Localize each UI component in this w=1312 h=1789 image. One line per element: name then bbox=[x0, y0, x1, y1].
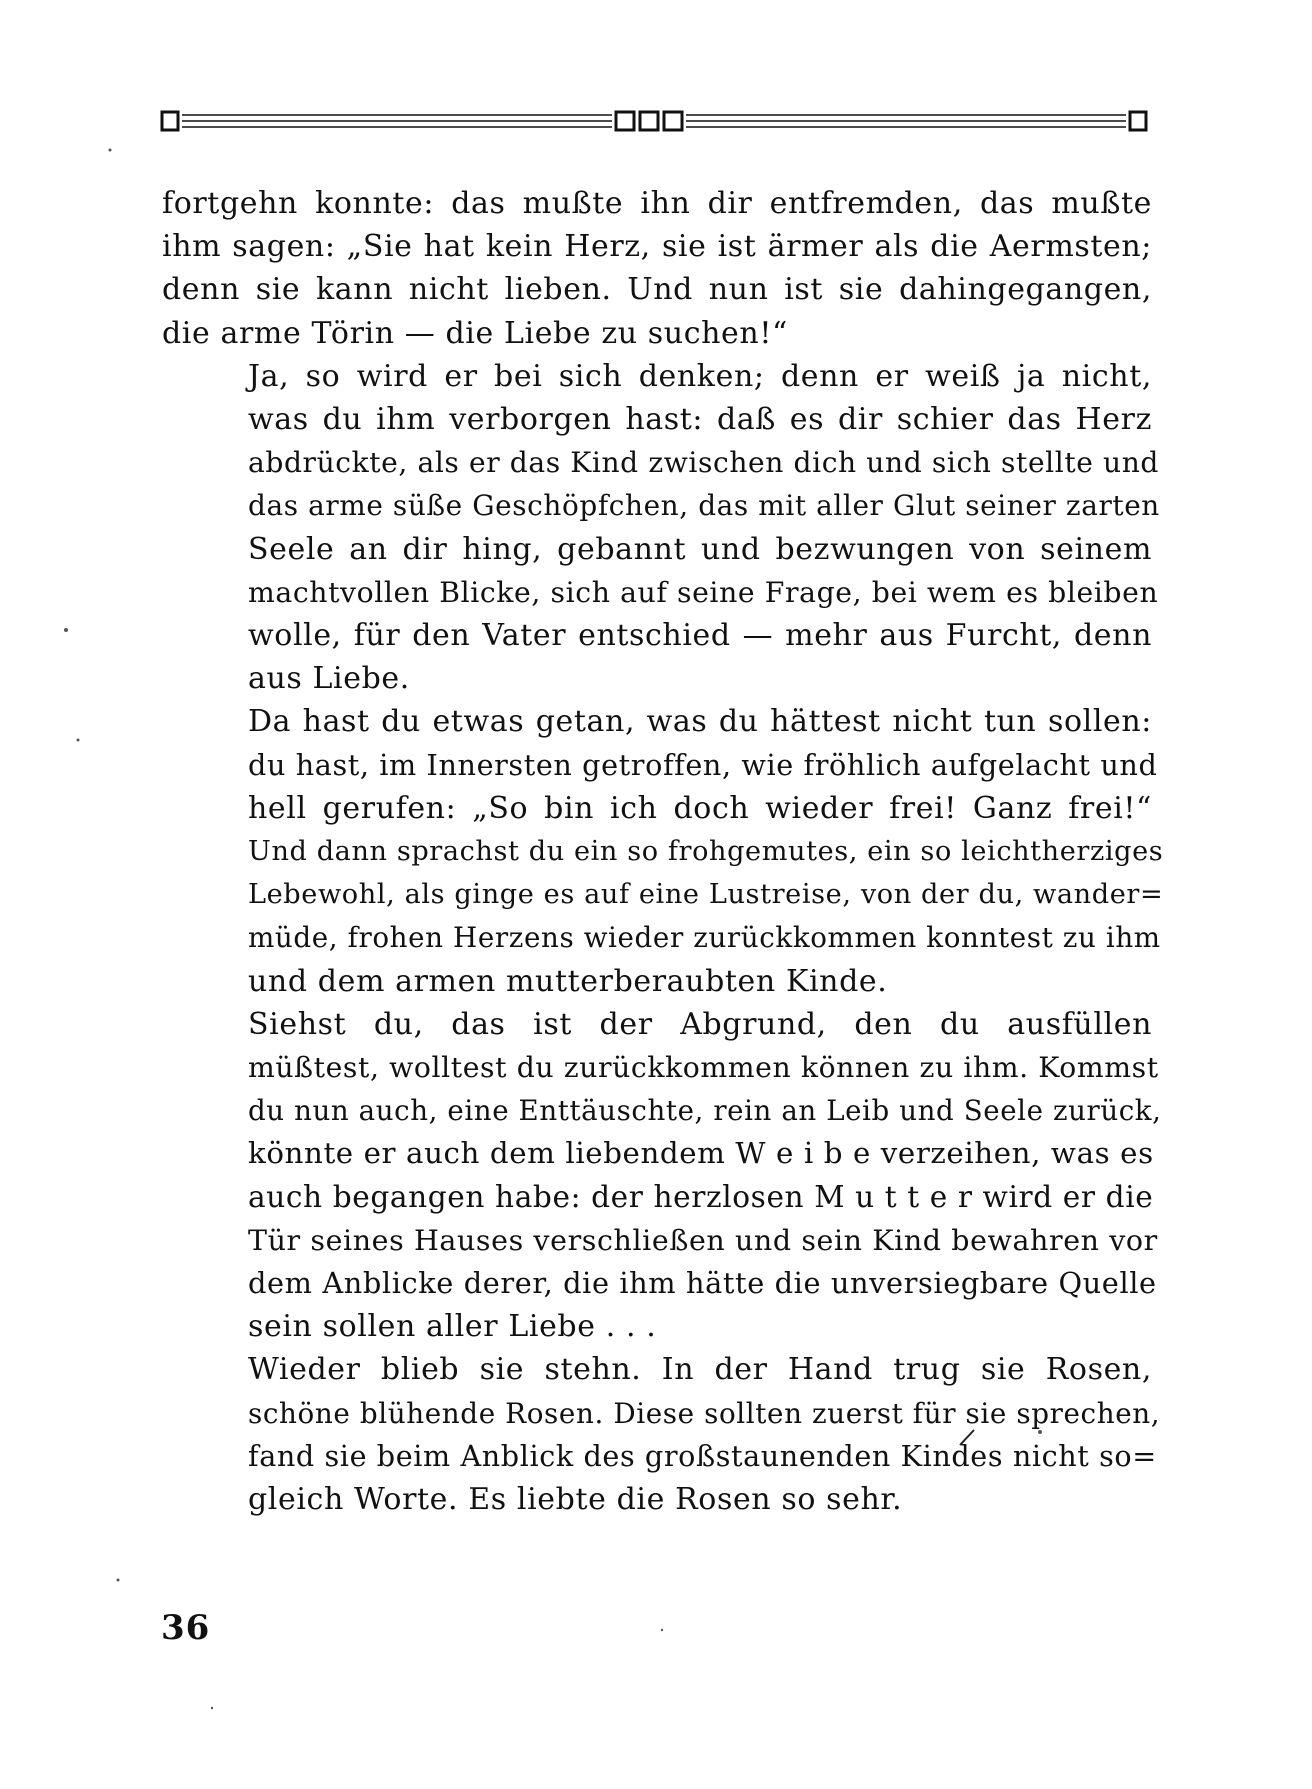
text-line: auch begangen habe: der herzlosen M u t t e r wird er die bbox=[248, 1179, 1154, 1214]
text-line: fand sie beim Anblick des großstaunenden Kindes nicht so= bbox=[248, 1438, 1157, 1473]
text-line: sein sollen aller Liebe . . . bbox=[248, 1309, 657, 1345]
text-line: aus Liebe. bbox=[248, 661, 410, 697]
text-line: machtvollen Blicke, sich auf seine Frage, bei wem es bleiben bbox=[248, 575, 1159, 609]
text-line: abdrückte, als er das Kind zwischen dich und sich stellte und bbox=[248, 446, 1160, 480]
text-line: Wieder blieb sie stehn. In der Hand trug sie Rosen, bbox=[248, 1352, 1152, 1388]
text-line: du nun auch, eine Enttäuschte, rein an Leib und Seele zurück, bbox=[248, 1094, 1162, 1128]
text-line: schöne blühende Rosen. Diese sollten zuerst für sie sprechen, bbox=[248, 1396, 1161, 1430]
text-line: denn sie kann nicht lieben. Und nun ist sie dahingegangen, bbox=[162, 272, 1152, 308]
text-line: du hast, im Innersten getroffen, wie fröhlich aufgelacht und bbox=[248, 747, 1158, 782]
text-line: müßtest, wolltest du zurückkommen können zu ihm. Kommst bbox=[248, 1051, 1159, 1085]
text-line: hell gerufen: „So bin ich doch wieder frei! Ganz frei!“ bbox=[248, 790, 1152, 826]
text-line: die arme Törin — die Liebe zu suchen!“ bbox=[162, 315, 788, 351]
text-line: Tür seines Hauses verschließen und sein Kind bewahren vor bbox=[248, 1223, 1158, 1257]
text-line: Ja, so wird er bei sich denken; denn er weiß ja nicht, bbox=[248, 358, 1152, 394]
text-line: was du ihm verborgen hast: daß es dir schier das Herz bbox=[248, 402, 1152, 438]
text-line: müde, frohen Herzens wieder zurückkommen konntest zu ihm bbox=[248, 921, 1161, 955]
page-number: 36 bbox=[161, 1608, 211, 1648]
text-line: das arme süße Geschöpfchen, das mit aller Glut seiner zarten bbox=[248, 489, 1160, 523]
text-line: Da hast du etwas getan, was du hättest nicht tun sollen: bbox=[248, 704, 1152, 740]
text-line: könnte er auch dem liebendem W e i b e verzeihen, was es bbox=[248, 1136, 1154, 1171]
text-line: und dem armen mutterberaubten Kinde. bbox=[248, 963, 888, 999]
text-line: dem Anblicke derer, die ihm hätte die unversiegbare Quelle bbox=[248, 1266, 1157, 1301]
text-line: fortgehn konnte: das mußte ihn dir entfremden, das mußte bbox=[162, 186, 1152, 221]
text-line: wolle, für den Vater entschied — mehr aus Furcht, denn bbox=[248, 618, 1152, 654]
text-line: Und dann sprachst du ein so frohgemutes, ein so leichtherziges bbox=[248, 836, 1164, 868]
text-line: Siehst du, das ist der Abgrund, den du ausfüllen bbox=[248, 1006, 1152, 1042]
text-line: Seele an dir hing, gebannt und bezwungen von seinem bbox=[248, 531, 1152, 567]
text-line: gleich Worte. Es liebte die Rosen so sehr. bbox=[248, 1482, 903, 1518]
text-line: ihm sagen: „Sie hat kein Herz, sie ist ärmer als die Aermsten; bbox=[162, 229, 1152, 265]
text-line: Lebewohl, als ginge es auf eine Lustreise, von der du, wander= bbox=[248, 879, 1164, 911]
